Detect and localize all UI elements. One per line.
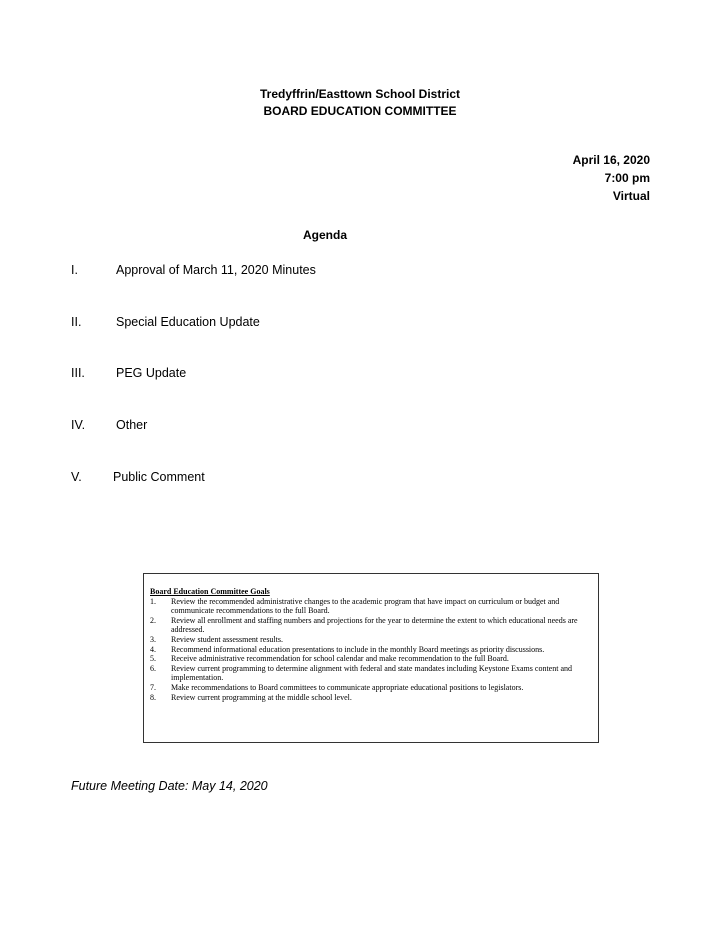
goal-text: Review current programming at the middle school level. — [171, 692, 352, 702]
goal-number: 5. — [150, 654, 156, 664]
goal-text: Review student assessment results. — [171, 634, 283, 644]
goal-item — [150, 616, 592, 635]
agenda-item — [71, 315, 260, 329]
goal-text: Recommend informational education presentations to include in the monthly Board meetings as priority discussions. — [171, 644, 545, 654]
agenda-item — [71, 263, 316, 277]
meeting-time: 7:00 pm — [604, 171, 650, 185]
goal-number: 8. — [150, 692, 156, 702]
agenda-item — [71, 366, 186, 380]
agenda-item-number: IV. — [71, 418, 86, 432]
goal-text: Review current programming to determine alignment with federal and state mandates including Keystone Exams content and implementation. — [171, 663, 572, 683]
goal-item — [150, 635, 592, 645]
meeting-info — [573, 151, 650, 205]
goal-item — [150, 693, 592, 703]
goal-text: Receive administrative recommendation for school calendar and make recommendation to the full Board. — [171, 654, 509, 664]
goal-number: 6. — [150, 663, 156, 673]
goal-item — [150, 683, 592, 693]
agenda-item — [71, 418, 147, 432]
future-meeting-date: Future Meeting Date: May 14, 2020 — [71, 779, 268, 793]
agenda-item-label: Public Comment — [113, 470, 205, 484]
goal-number: 1. — [150, 596, 156, 606]
agenda-item-number: V. — [71, 470, 82, 484]
goals-title: Board Education Committee Goals — [150, 587, 270, 596]
agenda-item-label: Approval of March 11, 2020 Minutes — [116, 263, 316, 277]
goals-box — [143, 573, 599, 743]
meeting-location: Virtual — [612, 189, 650, 203]
goal-item — [150, 645, 592, 655]
document-header — [0, 86, 720, 120]
goal-number: 2. — [150, 615, 156, 625]
goal-number: 3. — [150, 634, 156, 644]
agenda-title: Agenda — [302, 228, 347, 242]
agenda-item-label: Special Education Update — [116, 315, 260, 329]
goal-text: Make recommendations to Board committees to communicate appropriate educational positions to legislators. — [171, 682, 524, 692]
goal-item — [150, 597, 592, 616]
agenda-item-number: III. — [71, 366, 85, 380]
goal-text: Review the recommended administrative changes to the academic program that have impact on curriculum or budget and communicate recommendations to the full Board. — [171, 596, 560, 616]
district-name: Tredyffrin/Easttown School District — [259, 87, 461, 101]
agenda-item-number: I. — [71, 263, 78, 277]
meeting-date: April 16, 2020 — [572, 153, 650, 167]
goal-number: 7. — [150, 682, 156, 692]
agenda-item-label: PEG Update — [116, 366, 187, 380]
goal-text: Review all enrollment and staffing numbers and projections for the year to determine the extent to which educational needs are addressed. — [171, 615, 578, 635]
agenda-item — [71, 470, 205, 484]
goal-item — [150, 654, 592, 664]
goal-item — [150, 664, 592, 683]
agenda-item-number: II. — [71, 315, 82, 329]
committee-name: BOARD EDUCATION COMMITTEE — [263, 104, 457, 118]
agenda-item-label: Other — [116, 418, 148, 432]
goal-number: 4. — [150, 644, 156, 654]
